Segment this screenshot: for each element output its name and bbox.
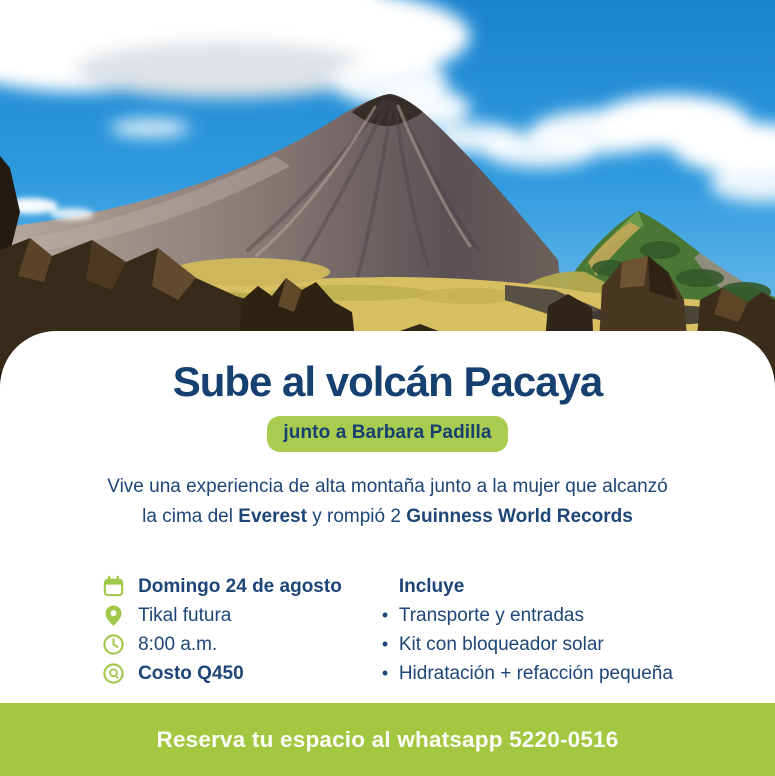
- subtitle-badge: junto a Barbara Padilla: [267, 416, 507, 452]
- intro-line2-middle: y rompió 2: [306, 506, 407, 527]
- includes-item-label: Kit con bloqueador solar: [398, 633, 604, 655]
- schedule-row-location: [102, 601, 342, 630]
- event-details: [0, 572, 775, 688]
- schedule-location-label: Tikal futura: [138, 604, 232, 626]
- cta-text: Reserva tu espacio al whatsapp 5220-0516: [156, 726, 619, 752]
- includes-header: Incluye: [398, 576, 465, 597]
- schedule-column: [102, 572, 342, 688]
- info-card: [0, 331, 775, 703]
- includes-item-label: Transporte y entradas: [398, 604, 584, 626]
- clock-icon: [102, 633, 125, 656]
- schedule-row-time: [102, 630, 342, 659]
- schedule-time-label: 8:00 a.m.: [138, 633, 218, 655]
- intro-bold-records: Guinness World Records: [406, 506, 633, 527]
- schedule-row-date: [102, 572, 342, 601]
- page-title: Sube al volcán Pacaya: [172, 358, 603, 405]
- intro-line-2: [0, 502, 775, 532]
- intro-line2-prefix: la cima del: [142, 506, 239, 527]
- includes-column: [382, 572, 673, 688]
- intro-bold-everest: Everest: [238, 506, 307, 527]
- quetzal-price-icon: [102, 662, 125, 685]
- schedule-price-label: Costo Q450: [138, 662, 244, 684]
- includes-item: [382, 601, 673, 630]
- location-pin-icon: [102, 604, 125, 627]
- bullet-dot: •: [381, 663, 389, 683]
- bullet-dot: •: [381, 634, 389, 654]
- intro-line-1: Vive una experiencia de alta montaña junto a la mujer que alcanzó: [107, 476, 668, 497]
- schedule-row-price: [102, 659, 342, 688]
- cta-bar: [0, 703, 775, 776]
- includes-item: [382, 630, 673, 659]
- schedule-date-label: Domingo 24 de agosto: [138, 575, 342, 597]
- bullet-dot: •: [381, 605, 389, 625]
- includes-item-label: Hidratación + refacción pequeña: [398, 662, 673, 684]
- calendar-icon: [102, 575, 125, 598]
- includes-item: [382, 659, 673, 688]
- intro-text: [0, 472, 775, 532]
